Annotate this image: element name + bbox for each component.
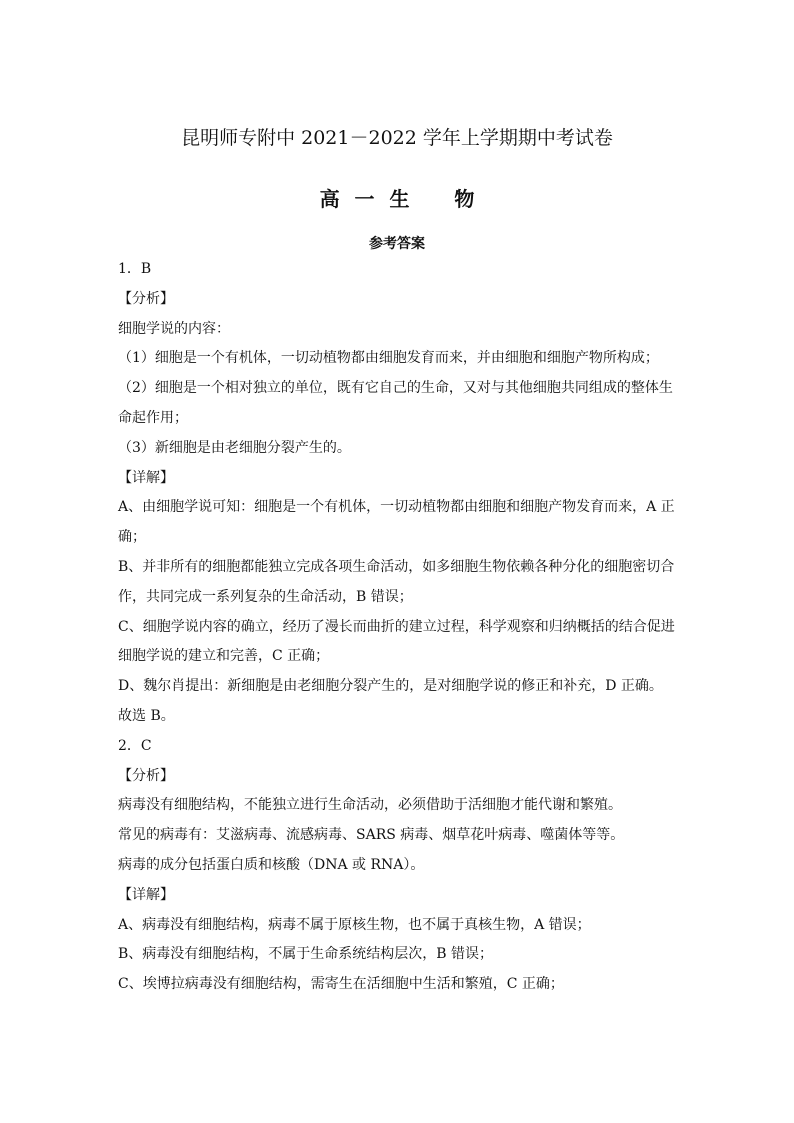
answer-content [118,255,678,1000]
text-line: 【详解】 [118,886,174,903]
text-line: A、由细胞学说可知：细胞是一个有机体，一切动植物都由细胞和细胞产物发育而来，A 正 [118,499,675,516]
text-line: B、并非所有的细胞都能独立完成各项生命活动，如多细胞生物依赖各种分化的细胞密切合 [118,558,675,575]
text-line: D、魏尔肖提出：新细胞是由老细胞分裂产生的，是对细胞学说的修正和补充，D 正确。 [118,678,663,695]
text-line: 病毒的成分包括蛋白质和核酸（DNA 或 RNA）。 [118,856,425,873]
text-line: 【详解】 [118,469,174,486]
text-line: 常见的病毒有：艾滋病毒、流感病毒、SARS 病毒、烟草花叶病毒、噬菌体等等。 [118,827,625,844]
text-line: 【分析】 [118,290,174,307]
text-line: （1）细胞是一个有机体，一切动植物都由细胞发育而来，并由细胞和细胞产物所构成； [118,350,659,367]
exam-title: 昆明师专附中 2021－2022 学年上学期期中考试卷 [181,127,613,149]
text-line: 命起作用； [118,409,188,426]
text-line: 确； [118,529,146,546]
text-line: 作，共同完成一系列复杂的生命活动，B 错误； [118,588,413,605]
text-line: C、细胞学说内容的确立，经历了漫长而曲折的建立过程，科学观察和归纳概括的结合促进 [118,618,675,635]
text-line: 故选 B。 [118,707,175,724]
text-line: 【分析】 [118,767,174,784]
text-line: （2）细胞是一个相对独立的单位，既有它自己的生命，又对与其他细胞共同组成的整体生 [118,380,673,397]
text-line: 细胞学说的内容： [118,320,230,337]
text-line: （3）新细胞是由老细胞分裂产生的。 [118,439,351,456]
text-line: 病毒没有细胞结构，不能独立进行生命活动，必须借助于活细胞才能代谢和繁殖。 [118,797,622,814]
text-line: B、病毒没有细胞结构，不属于生命系统结构层次，B 错误； [118,946,494,963]
answer-heading: 参考答案 [369,236,425,252]
text-line: 2．C [118,737,152,754]
text-line: 1．B [118,261,152,277]
text-line: C、埃博拉病毒没有细胞结构，需寄生在活细胞中生活和繁殖，C 正确； [118,976,564,993]
text-line: 细胞学说的建立和完善，C 正确； [118,648,330,665]
text-line: A、病毒没有细胞结构，病毒不属于原核生物，也不属于真核生物，A 错误； [118,916,591,933]
subject-title: 高 一 生 物 [319,187,475,211]
